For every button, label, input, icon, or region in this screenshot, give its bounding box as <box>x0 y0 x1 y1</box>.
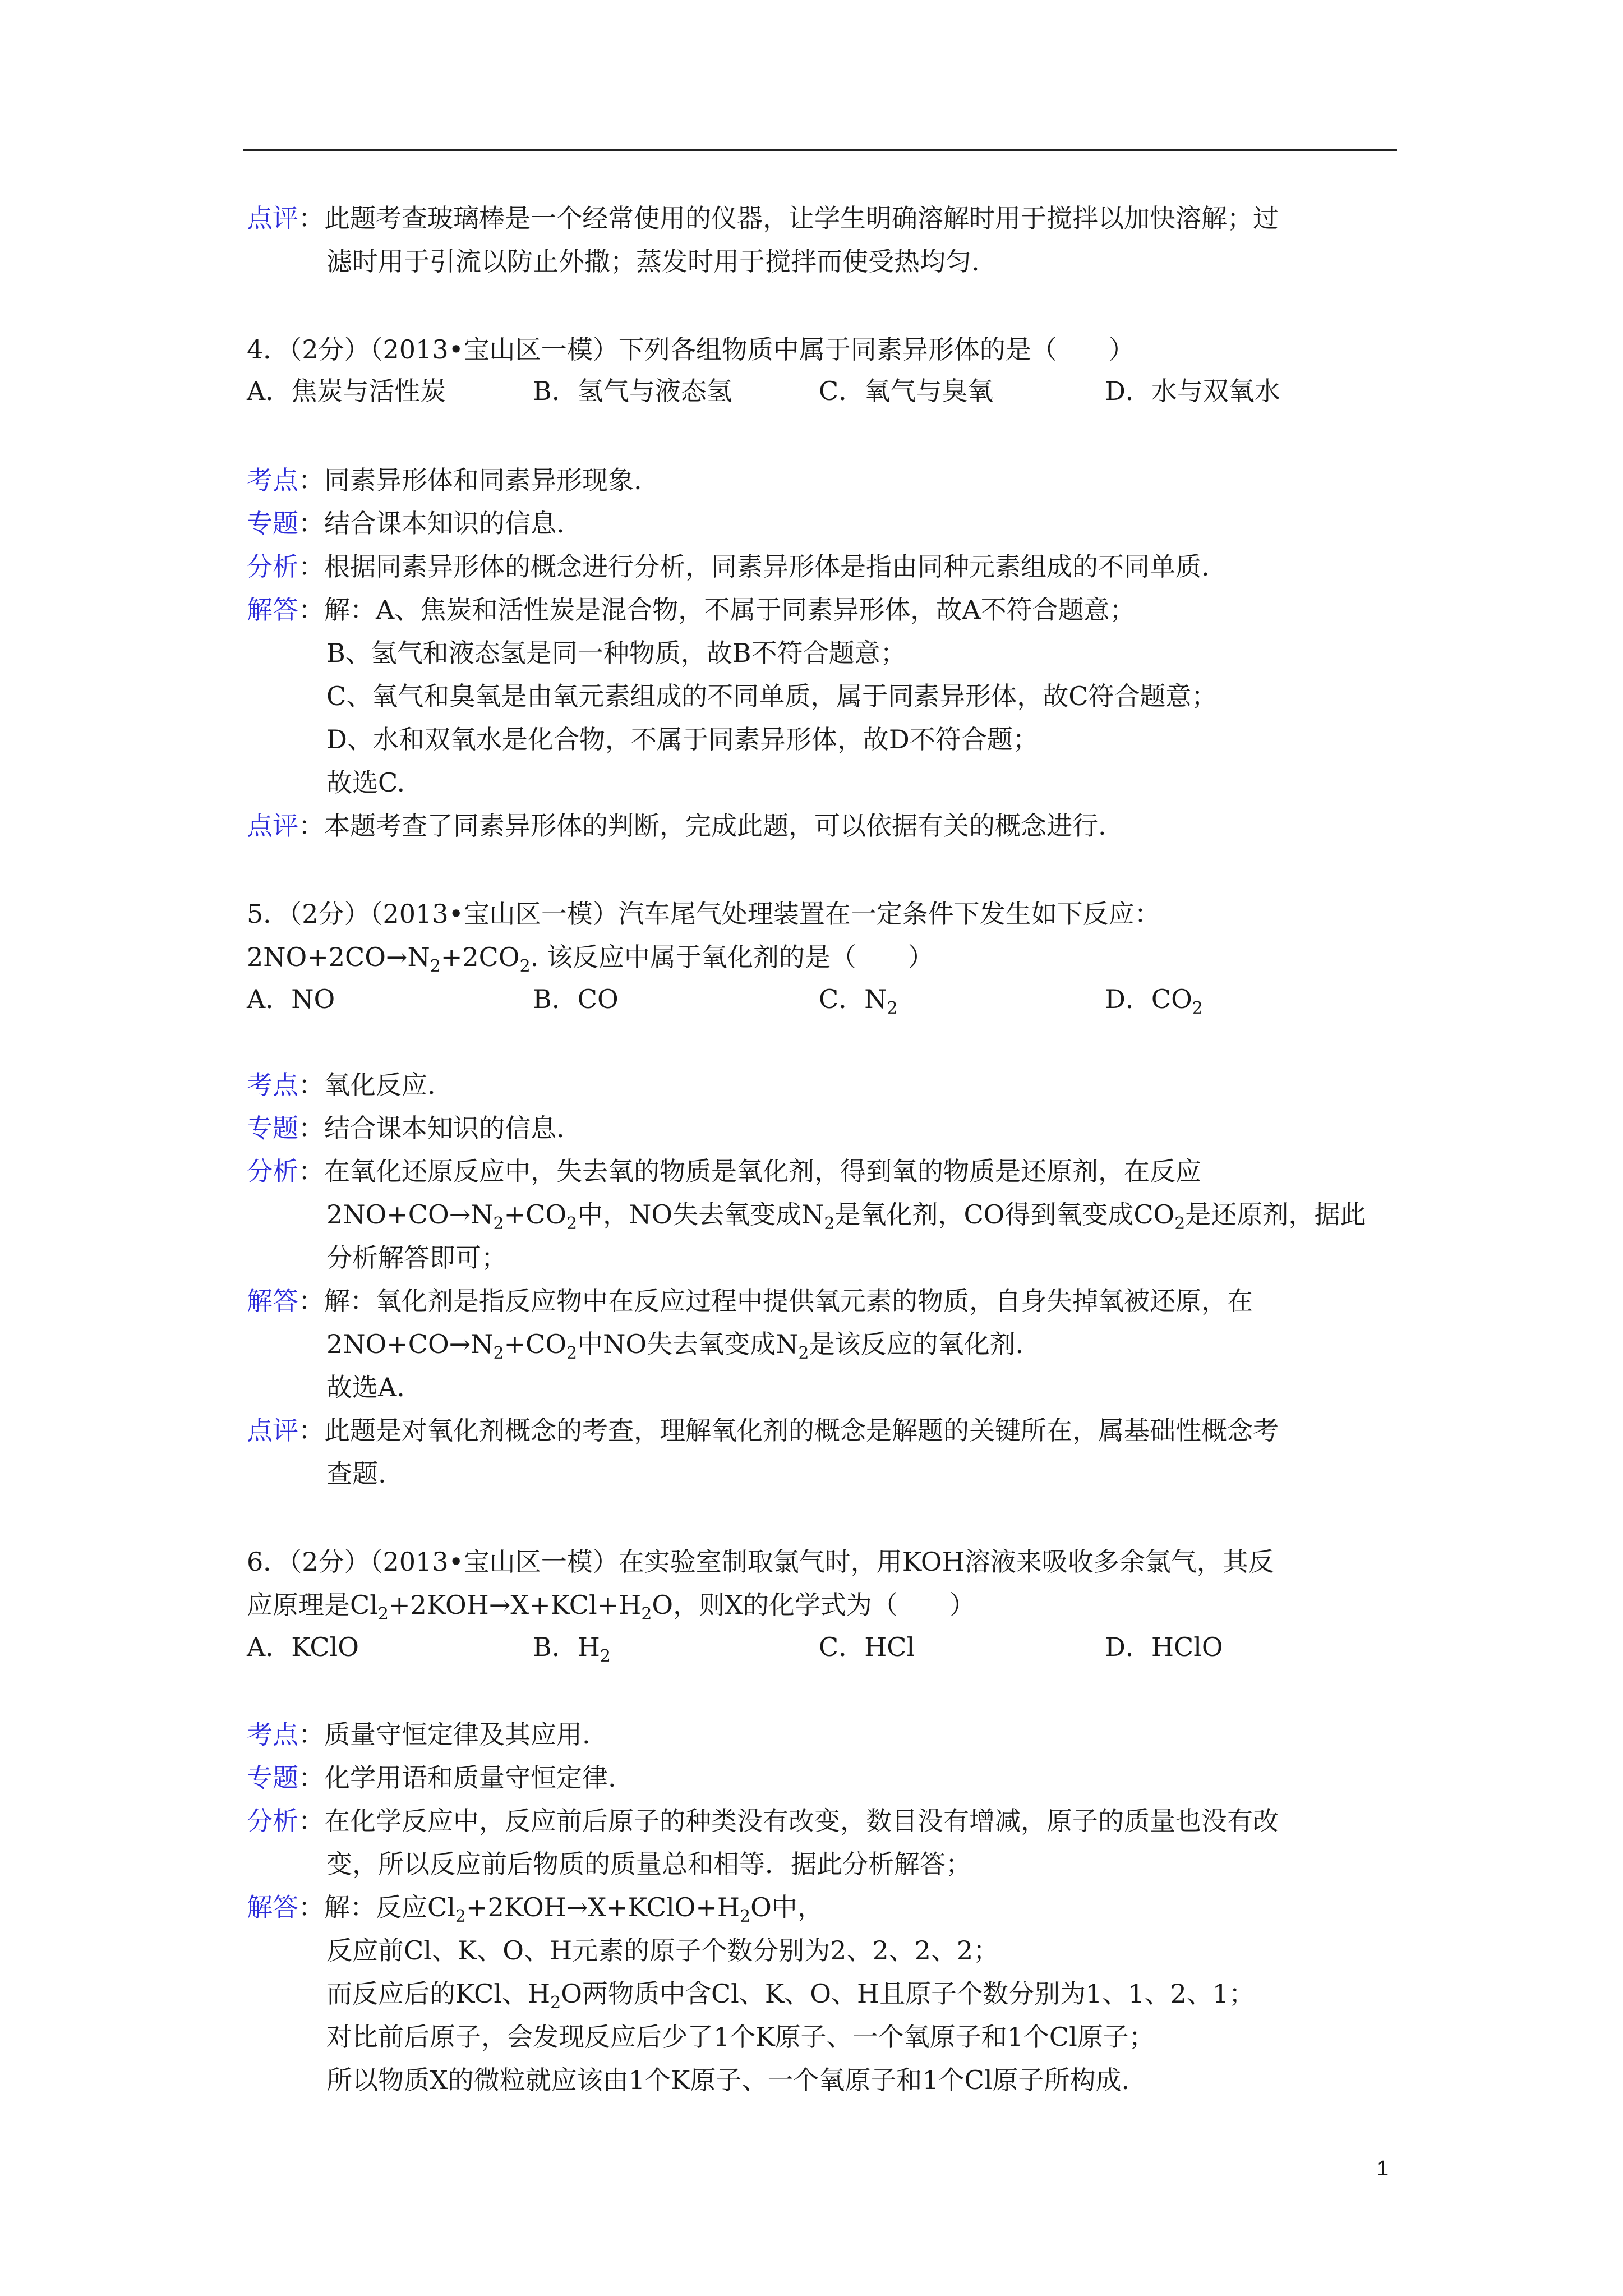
q5-option-c: C．$N_2$ <box>819 984 898 1018</box>
q4-option-b: B．氢气与液态氢 <box>533 376 732 406</box>
q6-stem-line-1: 6．（2分）（2013•宝山区一模）在实验室制取氯气时，用KOH溶液来吸收多余氯气，其反 <box>247 1547 1274 1577</box>
q5-kaodian: 考点：氧化反应. <box>247 1070 436 1100</box>
q6-jieda-line-1: 解答：解：反应$Cl_2+2KOH\to X+KClO+H_2O$中， <box>247 1892 823 1926</box>
q5-jieda-line-1: 解答：解：氧化剂是指反应物中在反应过程中提供氧元素的物质，自身失掉氧被还原，在 <box>247 1286 1253 1316</box>
q4-zhuanti: 专题：结合课本知识的信息. <box>247 508 565 539</box>
q4-jieda-line-4: D、水和双氧水是化合物，不属于同素异形体，故D不符合题； <box>326 724 1039 754</box>
q5-option-b: B．CO <box>533 984 619 1014</box>
q5-pingjia-line-2: 查题. <box>326 1458 386 1489</box>
q5-fenxi-line-1: 分析：在氧化还原反应中，失去氧的物质是氧化剂，得到氧的物质是还原剂，在反应 <box>247 1156 1201 1186</box>
q6-option-a: A．KClO <box>247 1632 359 1662</box>
prev-review-line-2: 滤时用于引流以防止外撒；蒸发时用于搅拌而使受热均匀. <box>326 246 980 277</box>
q4-jieda-line-3: C、氧气和臭氧是由氧元素组成的不同单质，属于同素异形体，故C符合题意； <box>326 681 1218 711</box>
q5-stem: 5．（2分）（2013•宝山区一模）汽车尾气处理装置在一定条件下发生如下反应： <box>247 899 1160 929</box>
page-number: 1 <box>1377 2157 1389 2180</box>
q4-option-c: C．氧气与臭氧 <box>819 376 994 406</box>
prev-review-line-1: 点评：此题考查玻璃棒是一个经常使用的仪器，让学生明确溶解时用于搅拌以加快溶解；过 <box>247 203 1279 233</box>
q6-option-c: C．HCl <box>819 1632 915 1662</box>
q4-kaodian: 考点：同素异形体和同素异形现象. <box>247 465 642 495</box>
q6-fenxi-line-1: 分析：在化学反应中，反应前后原子的种类没有改变，数目没有增减，原子的质量也没有改 <box>247 1806 1279 1836</box>
q4-fenxi: 分析：根据同素异形体的概念进行分析，同素异形体是指由同种元素组成的不同单质. <box>247 551 1210 582</box>
q5-fenxi-line-3: 分析解答即可； <box>326 1243 507 1273</box>
q5-equation: $2NO+2CO\to N_2+2CO_2$. 该反应中属于氧化剂的是（ ） <box>247 942 934 976</box>
q4-jieda-line-5: 故选C. <box>326 767 405 798</box>
q5-option-d: D．$CO_2$ <box>1105 984 1203 1018</box>
q6-jieda-line-2: 反应前Cl、K、O、H元素的原子个数分别为2、2、2、2； <box>326 1935 999 1966</box>
q5-pingjia-line-1: 点评：此题是对氧化剂概念的考查，理解氧化剂的概念是解题的关键所在，属基础性概念考 <box>247 1415 1279 1446</box>
header-rule <box>243 149 1397 151</box>
q4-stem: 4．（2分）（2013•宝山区一模）下列各组物质中属于同素异形体的是（ ） <box>247 334 1135 365</box>
q6-option-d: D．HClO <box>1105 1632 1223 1662</box>
q5-zhuanti: 专题：结合课本知识的信息. <box>247 1113 565 1143</box>
review-label: 点评 <box>247 203 298 233</box>
q5-jieda-line-2: $2NO+CO\to N_2+CO_2$中NO失去氧变成$N_2$是该反应的氧化剂. <box>326 1329 1024 1363</box>
q4-option-d: D．水与双氧水 <box>1105 376 1280 406</box>
q6-stem-line-2: 应原理是$Cl_2+2KOH\to X+KCl+H_2O$，则X的化学式为（ ） <box>247 1590 975 1624</box>
q6-kaodian: 考点：质量守恒定律及其应用. <box>247 1719 591 1750</box>
q4-jieda-line-2: B、氢气和液态氢是同一种物质，故B不符合题意； <box>326 638 906 668</box>
q6-jieda-line-3: 而反应后的KCl、$H_2O$两物质中含Cl、K、O、H且原子个数分别为1、1、2、1； <box>326 1978 1255 2013</box>
q6-jieda-line-5: 所以物质X的微粒就应该由1个K原子、一个氧原子和1个Cl原子所构成. <box>326 2065 1130 2095</box>
q6-option-b: B．$H_2$ <box>533 1632 611 1666</box>
q4-jieda-line-1: 解答：解：A、焦炭和活性炭是混合物，不属于同素异形体，故A不符合题意； <box>247 595 1136 625</box>
q6-jieda-line-4: 对比前后原子，会发现反应后少了1个K原子、一个氧原子和1个Cl原子； <box>326 2022 1155 2052</box>
q5-option-a: A．NO <box>247 984 335 1014</box>
q5-fenxi-line-2: $2NO+CO\to N_2+CO_2$中，NO失去氧变成$N_2$是氧化剂，CO得到氧变成$CO_2$是还原剂，据此 <box>326 1199 1366 1234</box>
q4-option-a: A．焦炭与活性炭 <box>247 376 446 406</box>
q5-jieda-line-3: 故选A. <box>326 1372 405 1402</box>
q4-pingjia: 点评：本题考查了同素异形体的判断，完成此题，可以依据有关的概念进行. <box>247 811 1106 841</box>
q6-fenxi-line-2: 变，所以反应前后物质的质量总和相等．据此分析解答； <box>326 1849 971 1879</box>
q6-zhuanti: 专题：化学用语和质量守恒定律. <box>247 1763 616 1793</box>
